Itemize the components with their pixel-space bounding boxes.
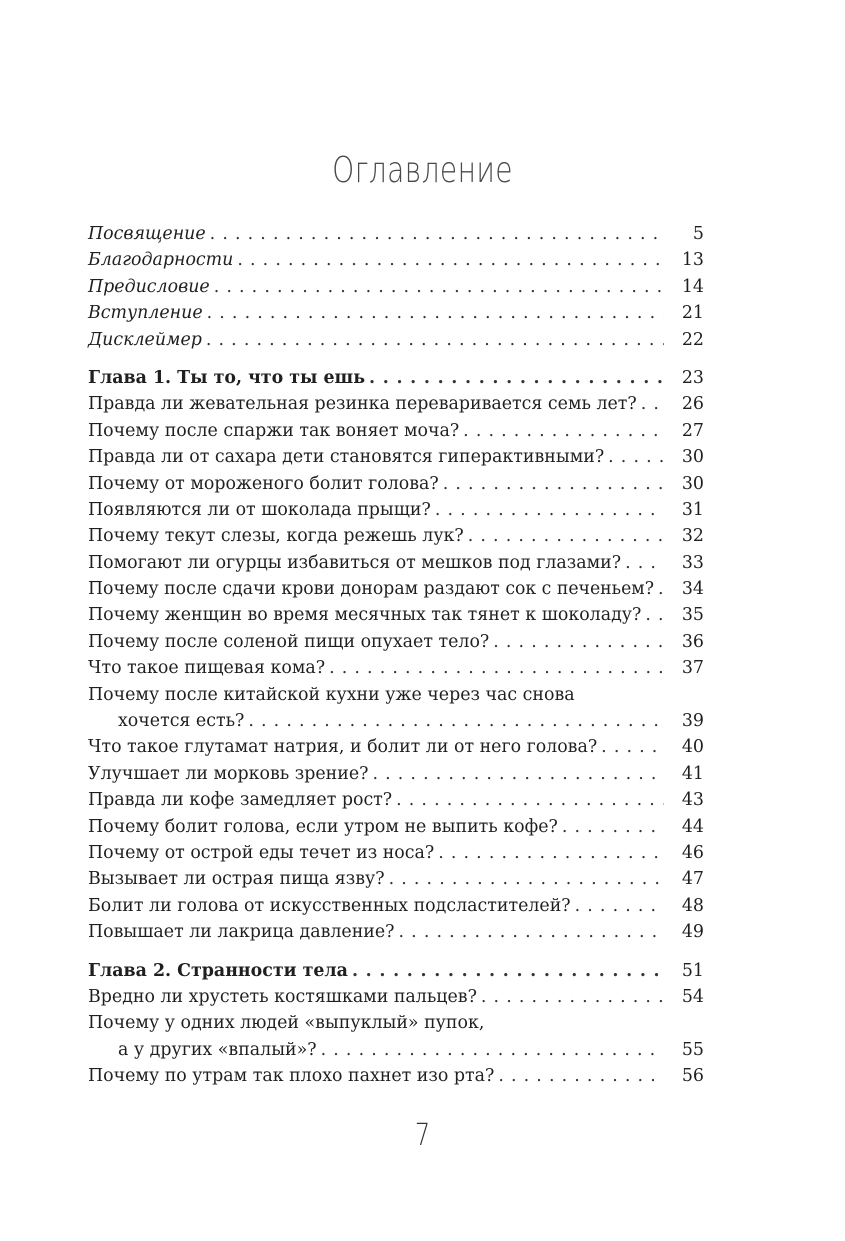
toc-entry	[88, 221, 704, 247]
toc-entry-text: Почему после соленой пищи опухает тело?	[88, 631, 490, 652]
toc-entry-text: а у других «впалый»?	[118, 1039, 317, 1060]
toc-entry-page: 54	[681, 986, 704, 1007]
toc-entry-text: Правда ли от сахара дети становятся гиперактивными?	[88, 447, 605, 468]
toc-entry-text: Почему женщин во время месячных так тянет к шоколаду?	[88, 605, 642, 626]
toc-entry-text: Появляются ли от шоколада прыщи?	[88, 499, 431, 520]
toc-entry-text: Предисловие	[88, 276, 210, 297]
toc-entry-page: 30	[681, 447, 704, 468]
dot-leader	[248, 708, 664, 734]
toc-entry-first-line: Почему после китайской кухни уже через час снова	[88, 684, 575, 705]
dot-leader	[210, 221, 664, 247]
dot-leader	[207, 300, 664, 326]
toc-entry-page: 37	[681, 658, 704, 679]
toc-entry-page: 44	[681, 816, 704, 837]
toc-entry-text: Помогают ли огурцы избавиться от мешков под глазами?	[88, 552, 622, 573]
toc-entry-text: Вызывает ли острая пища язву?	[88, 869, 385, 890]
toc-entry	[88, 391, 704, 417]
toc-entry	[88, 300, 704, 326]
toc-entry	[88, 814, 704, 840]
toc-entry-text: Почему после спаржи так воняет моча?	[88, 420, 460, 441]
toc-entry-text: Вступление	[88, 303, 203, 324]
toc-entry-text: Благодарности	[88, 250, 234, 271]
toc-entry	[88, 708, 704, 734]
dot-leader	[601, 734, 664, 760]
toc-entry	[88, 629, 704, 655]
dot-leader	[435, 497, 664, 523]
toc-entry-text: Почему от острой еды течет из носа?	[88, 842, 435, 863]
toc-entry	[88, 866, 704, 892]
toc-entry-page: 34	[681, 579, 704, 600]
toc-entry-first-line: Почему у одних людей «выпуклый» пупок,	[88, 1013, 485, 1034]
dot-leader	[645, 602, 664, 628]
toc-entry	[88, 840, 704, 866]
toc-entry-page: 56	[681, 1066, 704, 1087]
toc-entry	[88, 984, 704, 1010]
dot-leader	[498, 1063, 664, 1089]
toc-entry-page: 47	[681, 869, 704, 890]
toc-entry-text: Почему по утрам так плохо пахнет изо рта?	[88, 1066, 495, 1087]
dot-leader	[214, 274, 664, 300]
dot-leader	[237, 247, 664, 273]
dot-leader	[658, 576, 664, 602]
toc-entry-text: Правда ли жевательная резинка переваривается семь лет?	[88, 394, 637, 415]
chapter-heading-text: Глава 2. Странности тела	[88, 960, 348, 981]
toc-entry-page: 31	[681, 499, 704, 520]
toc-entry-text: Почему от мороженого болит голова?	[88, 473, 439, 494]
dot-leader	[352, 958, 664, 984]
toc-entry	[88, 1037, 704, 1063]
toc-entry-page: 32	[681, 526, 704, 547]
dot-leader	[321, 1037, 664, 1063]
dot-leader	[372, 761, 664, 787]
toc-entry-page: 13	[681, 250, 704, 271]
toc-entry	[88, 919, 704, 945]
dot-leader	[481, 984, 664, 1010]
toc-entry-text: хочется есть?	[118, 711, 245, 732]
toc-entry-page: 36	[681, 631, 704, 652]
toc-entry-page: 33	[681, 552, 704, 573]
toc-entry-page: 5	[692, 224, 704, 244]
toc-entry-page: 27	[681, 420, 704, 441]
toc-entry-text: Вредно ли хрустеть костяшками пальцев?	[88, 986, 477, 1007]
toc-entry-page: 55	[681, 1039, 704, 1060]
toc-entry-page: 14	[681, 276, 704, 297]
toc-entry	[88, 550, 704, 576]
toc-entry-text: Улучшает ли морковь зрение?	[88, 763, 369, 784]
toc-entry-text: Почему болит голова, если утром не выпить кофе?	[88, 816, 558, 837]
toc-entry-page: 46	[681, 842, 704, 863]
toc-entry	[88, 471, 704, 497]
toc-entry-text: Повышает ли лакрица давление?	[88, 922, 395, 943]
toc-entry	[88, 418, 704, 444]
toc-entry	[88, 602, 704, 628]
chapter-heading	[88, 365, 704, 391]
toc-entry-text: Дисклеймер	[88, 329, 202, 350]
toc-entry-text: Что такое глутамат натрия, и болит ли от него голова?	[88, 737, 598, 758]
toc-entry-text: Что такое пищевая кома?	[88, 658, 326, 679]
dot-leader	[493, 629, 664, 655]
toc-entry	[88, 655, 704, 681]
toc-entry	[88, 444, 704, 470]
toc-entry-page: 22	[681, 329, 704, 350]
toc-entry	[88, 274, 704, 300]
dot-leader	[641, 391, 664, 417]
page-title: Оглавление	[332, 150, 513, 191]
chapter-heading	[88, 958, 704, 984]
toc-entry	[88, 787, 704, 813]
toc-entry-text: Почему после сдачи крови донорам раздают сок с печеньем?	[88, 579, 654, 600]
dot-leader	[206, 327, 664, 353]
toc-entry-page: 35	[681, 605, 704, 626]
toc-entry-text: Посвящение	[88, 224, 206, 244]
dot-leader	[369, 365, 664, 391]
chapter-heading-page: 23	[681, 367, 704, 388]
dot-leader	[562, 814, 664, 840]
dot-leader	[438, 840, 664, 866]
toc-entry-page: 41	[681, 763, 704, 784]
toc-entry	[88, 327, 704, 353]
toc-entry-page: 43	[681, 790, 704, 811]
chapter-heading-page: 51	[681, 960, 704, 981]
toc-entry-page: 21	[681, 303, 704, 324]
toc-entry-page: 48	[681, 895, 704, 916]
toc-entry-page: 39	[681, 711, 704, 732]
toc-entry	[88, 523, 704, 549]
toc-entry	[88, 497, 704, 523]
dot-leader	[463, 418, 664, 444]
dot-leader	[625, 550, 664, 576]
table-of-contents	[88, 221, 704, 1090]
dot-leader	[399, 919, 664, 945]
page-number: 7	[414, 1118, 431, 1153]
toc-entry	[88, 247, 704, 273]
toc-entry	[88, 893, 704, 919]
dot-leader	[468, 523, 664, 549]
dot-leader	[396, 787, 664, 813]
dot-leader	[575, 893, 664, 919]
toc-entry-page: 49	[681, 922, 704, 943]
toc-entry	[88, 761, 704, 787]
dot-leader	[389, 866, 664, 892]
toc-entry	[88, 576, 704, 602]
toc-entry-text: Болит ли голова от искусственных подсластителей?	[88, 895, 571, 916]
toc-entry	[88, 734, 704, 760]
toc-entry-page: 26	[681, 394, 704, 415]
chapter-heading-text: Глава 1. Ты то, что ты ешь	[88, 367, 366, 388]
toc-entry-text: Правда ли кофе замедляет рост?	[88, 790, 393, 811]
toc-entry-page: 40	[681, 737, 704, 758]
toc-entry-text: Почему текут слезы, когда режешь лук?	[88, 526, 464, 547]
dot-leader	[329, 655, 664, 681]
dot-leader	[608, 444, 664, 470]
toc-entry	[88, 1063, 704, 1089]
dot-leader	[443, 471, 664, 497]
toc-entry-page: 30	[681, 473, 704, 494]
